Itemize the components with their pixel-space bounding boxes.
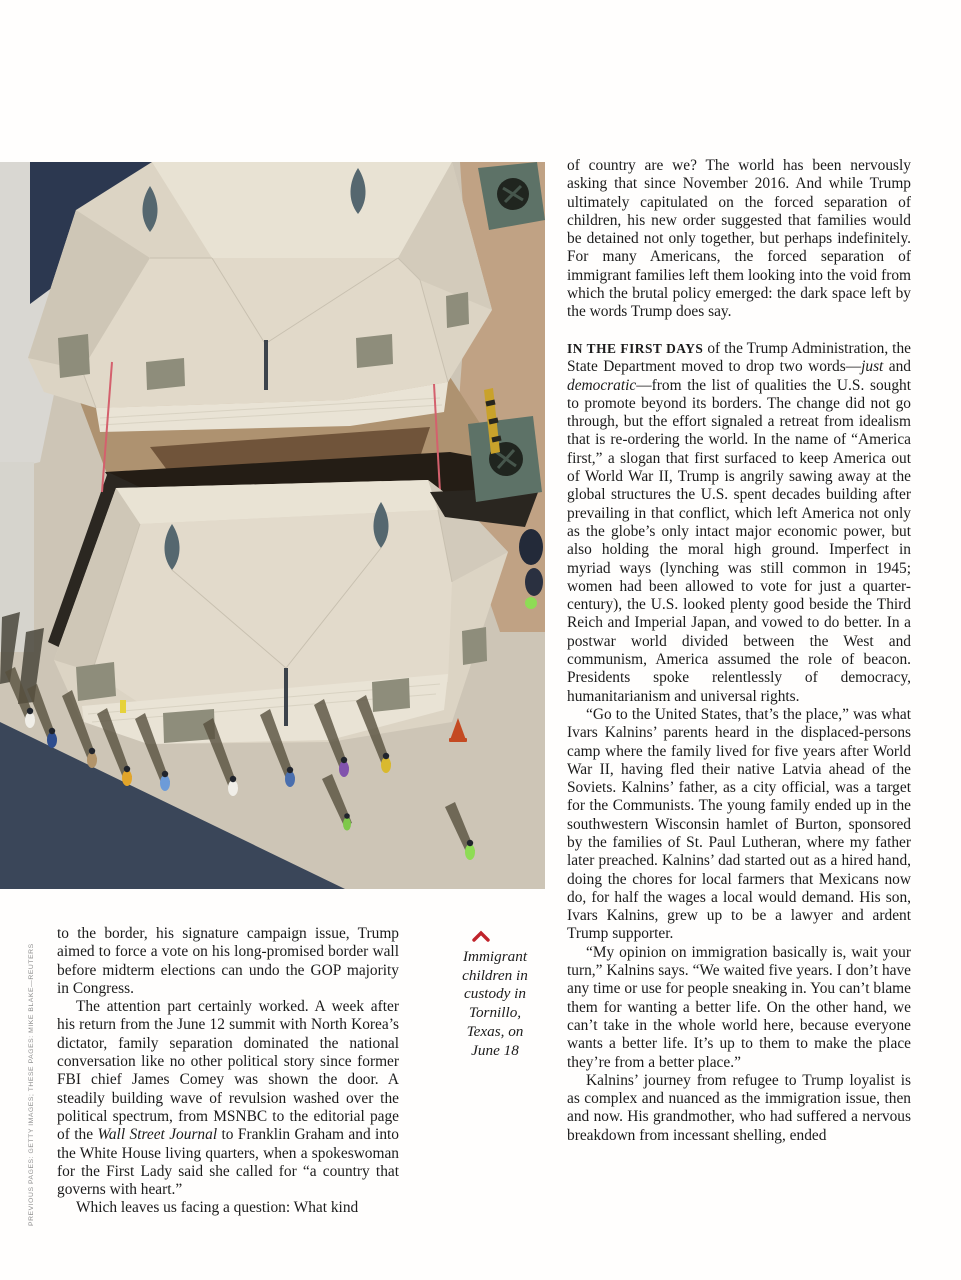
italic-run: Wall Street Journal <box>97 1126 218 1144</box>
photo-credit: PREVIOUS PAGES: GETTY IMAGES; THESE PAGES: MIKE BLAKE—REUTERS <box>28 943 35 1226</box>
caption-line: June 18 <box>471 1041 519 1059</box>
caption-line: Texas, on <box>466 1022 524 1040</box>
paragraph: Kalnins’ journey from refugee to Trump loyalist is as complex and nuanced as the immigration issue, then and now. His grandmother, who had suffered a nervous breakdown from incessant shelling, ended <box>567 1071 911 1144</box>
paragraph: of country are we? The world has been nervously asking that since November 2016. And while Trump ultimately capitulated on the forced separation of children, his new order suggested that families would be detained not only together, but perhaps indefinitely. For many Americans, the forced separation of immigrant families left them looking into the void from which the brutal policy emerged: the dark space left by the words Trump does say. <box>567 157 911 321</box>
caption-caret-icon <box>471 929 491 941</box>
smallcaps-lead: IN THE FIRST DAYS <box>567 340 704 356</box>
aerial-photo-illustration <box>0 162 545 889</box>
italic-run: democratic <box>567 376 637 394</box>
caption-line: Tornillo, <box>468 1004 522 1022</box>
body-column-left <box>57 925 399 1218</box>
caption-line: children in <box>462 966 528 984</box>
paragraph: Which leaves us facing a question: What kind <box>76 1199 359 1217</box>
paragraph: “My opinion on immigration basically is, wait your turn,” Kalnins says. “We waited five years. I don’t have any time or use for people sneaking in. You can’t blame them for wanting a better life. On the other hand, we can’t take in the whole world here, because everyone wants a better life. It’s up to them to make the place they’re from a better place.” <box>567 943 911 1071</box>
hvac-unit-top <box>478 162 545 230</box>
paragraph: to the border, his signature campaign issue, Trump aimed to force a vote on his long-promised border wall before midterm elections can undo the GOP majority in Congress. <box>57 925 399 997</box>
caption-line: custody in <box>463 985 526 1003</box>
paragraph: “Go to the United States, that’s the place,” was what Ivars Kalnins’ parents heard in the displaced-persons camp where the family lived for five years after World War II, having fled their native Latvia ahead of the Soviets. Kalnins’ father, as a city official, was a target for the Communists. The young family ended up in the southwestern Wisconsin hamlet of Burton, sponsored by the families of St. Paul Lutheran, where my father later preached. Kalnins’ dad started out as a hired hand, doing the chores for local farmers that Mexicans now do, for half the wages a local would demand. His son, Ivars Kalnins, grew up to be a lawyer and ardent Trump supporter. <box>567 705 911 943</box>
italic-run: just <box>861 358 884 376</box>
aerial-photo <box>0 162 545 889</box>
paragraph: IN THE FIRST DAYS of the Trump Administration, the State Department moved to drop two words—just and democratic—from the list of qualities the U.S. sought to promote beyond its borders. The change did not go through, but the effort signaled a retreat from idealism that is re-ordering the world. In the name of “America first,” a slogan that first surfaced to keep America out of World War II, Trump is angrily sawing away at the global structures the U.S. spent decades building after prevailing in that conflict, which left America not only as the globe’s only intact major economic power, but also holding the moral high ground. Imperfect in myriad ways (lynching was still common in 1945; women had been allowed to vote for just a quarter-century), the U.S. looked plenty good beside the Third Reich and Imperial Japan, and vowed to do better. In a postwar world divided between the West and communism, America assumed the role of beacon. Presidents spoke relentlessly of democracy, humanitarianism and universal rights. <box>567 339 911 705</box>
paragraph: The attention part certainly worked. A week after his return from the June 12 summit with North Korea’s dictator, family separation dominated the national conversation like no other political story since former FBI chief James Comey was shown the door. A steadily building wave of revulsion washed over the political spectrum, from MSNBC to the editorial page of the Wall Street Journal to Franklin Graham and into the White House living quarters, when a spokeswoman for the First Lady said she called for “a country that governs with heart.” <box>57 998 399 1199</box>
caption-line: Immigrant <box>462 948 528 965</box>
photo-caption <box>441 948 549 1060</box>
body-column-right <box>567 157 911 1145</box>
yellow-marker <box>120 700 126 713</box>
